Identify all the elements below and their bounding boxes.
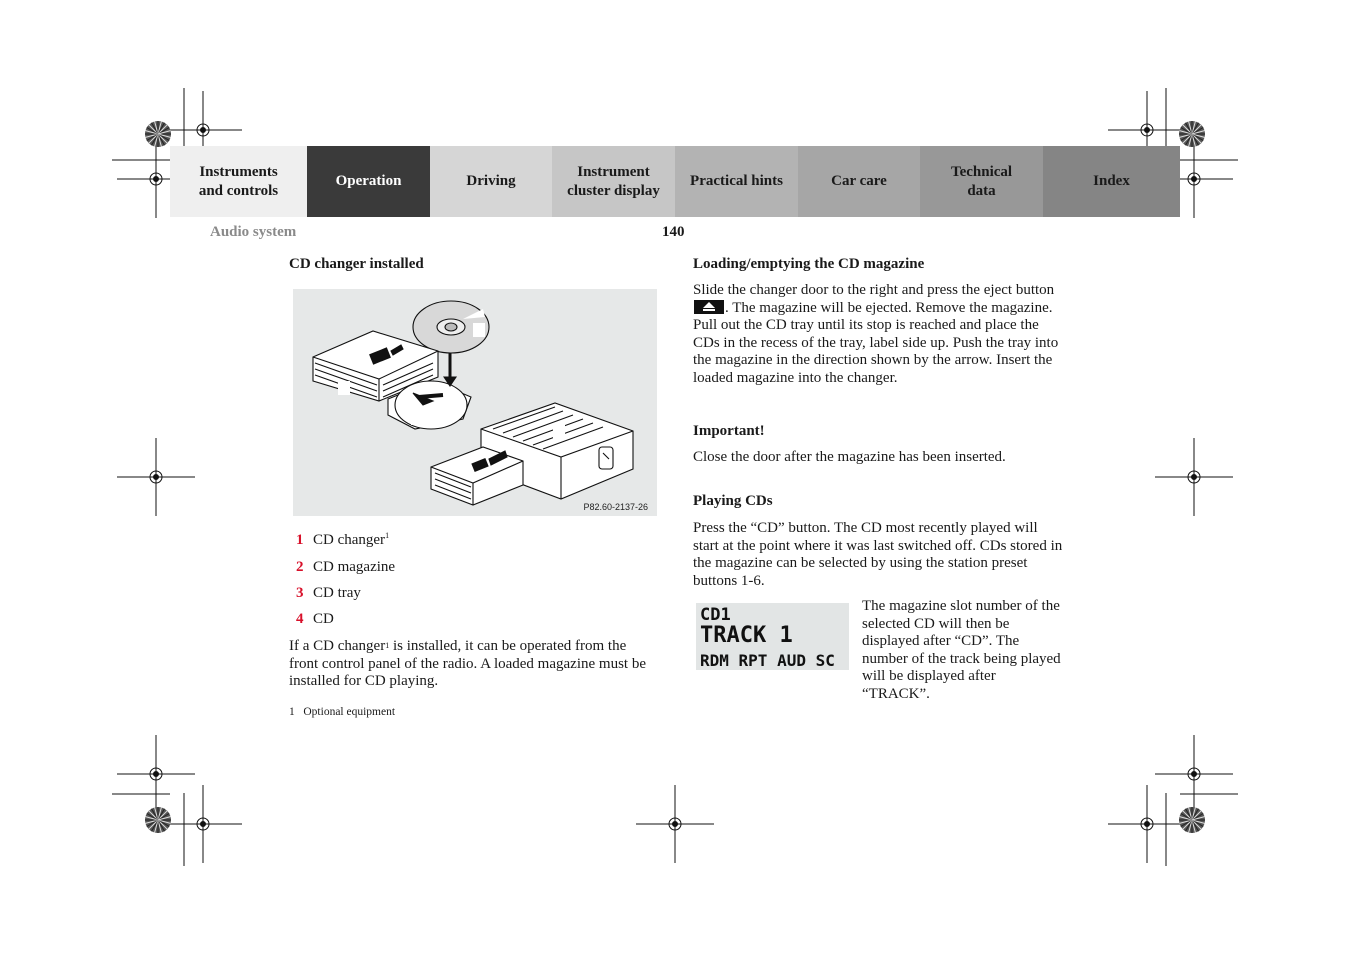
legend-text: CD bbox=[313, 611, 334, 627]
paragraph-text-end: is installed, it can be operated from the front control panel of the radio. A loaded magazine must be installed for CD playing. bbox=[289, 638, 646, 690]
tab-operation[interactable]: Operation bbox=[307, 146, 430, 217]
section-heading-cd-changer: CD changer installed bbox=[289, 256, 424, 272]
legend-number: 2 bbox=[296, 559, 304, 575]
legend-number: 3 bbox=[296, 585, 304, 601]
tab-instrument-cluster-display[interactable]: Instrument cluster display bbox=[552, 146, 675, 217]
running-head: Audio system bbox=[210, 224, 297, 240]
lcd-line-cd: CD1 bbox=[700, 605, 731, 625]
cd-changer-paragraph bbox=[289, 638, 657, 691]
tab-practical-hints[interactable]: Practical hints bbox=[675, 146, 798, 217]
figure-reference-code: P82.60-2137-26 bbox=[583, 502, 648, 512]
playing-paragraph: Press the “CD” button. The CD most recently played will start at the point where it was last switched off. CDs stored in the magazine can be selected by using the station preset buttons 1-6. bbox=[693, 520, 1063, 589]
legend-text: CD changer bbox=[313, 532, 386, 548]
footnote-ref: 1 bbox=[385, 531, 390, 540]
cd-changer-illustration bbox=[293, 289, 657, 516]
tab-instruments-and-controls[interactable]: Instruments and controls bbox=[170, 146, 307, 217]
loading-paragraph bbox=[693, 282, 1063, 388]
important-paragraph: Close the door after the magazine has been inserted. bbox=[693, 449, 1006, 465]
loading-text-start: Slide the changer door to the right and press the eject button bbox=[693, 282, 1055, 298]
section-heading-loading: Loading/emptying the CD magazine bbox=[693, 256, 925, 272]
footnote-text: Optional equipment bbox=[303, 706, 396, 718]
legend-text: CD magazine bbox=[313, 559, 396, 575]
legend-number: 4 bbox=[296, 611, 304, 627]
section-heading-playing: Playing CDs bbox=[693, 493, 773, 509]
legend-text: CD tray bbox=[313, 585, 361, 601]
paragraph-text-start: If a CD changer bbox=[289, 638, 386, 654]
tab-driving[interactable]: Driving bbox=[430, 146, 552, 217]
lcd-line-track: TRACK 1 bbox=[700, 623, 793, 648]
footnote-number: 1 bbox=[289, 706, 295, 718]
legend-item bbox=[296, 611, 334, 628]
legend-item bbox=[296, 559, 395, 576]
chapter-tab-bar bbox=[170, 146, 1180, 217]
tab-technical-data[interactable]: Technical data bbox=[920, 146, 1043, 217]
display-paragraph: The magazine slot number of the selected CD will then be displayed after “CD”. The number of the track being played will be displayed after “TRACK”. bbox=[862, 598, 1061, 702]
footnote bbox=[289, 706, 395, 718]
cd-changer-drawing bbox=[293, 289, 657, 516]
radio-lcd-display bbox=[696, 603, 849, 670]
page-number: 140 bbox=[662, 224, 685, 240]
legend-item bbox=[296, 532, 389, 549]
tab-car-care[interactable]: Car care bbox=[798, 146, 920, 217]
lcd-line-modes: RDM RPT AUD SC bbox=[700, 651, 835, 670]
legend-number: 1 bbox=[296, 532, 304, 548]
legend-item bbox=[296, 585, 361, 602]
section-heading-important: Important! bbox=[693, 423, 765, 439]
eject-button-icon bbox=[694, 300, 724, 314]
loading-text-end: . The magazine will be ejected. Remove the magazine. Pull out the CD tray until its stop is reached and place the CDs in the recess of the tray, label side up. Push the tray into the magazine in the direction shown by the arrow. Insert the loaded magazine into the changer. bbox=[693, 299, 1059, 386]
tab-index[interactable]: Index bbox=[1043, 146, 1180, 217]
footnote-ref: 1 bbox=[385, 641, 390, 650]
